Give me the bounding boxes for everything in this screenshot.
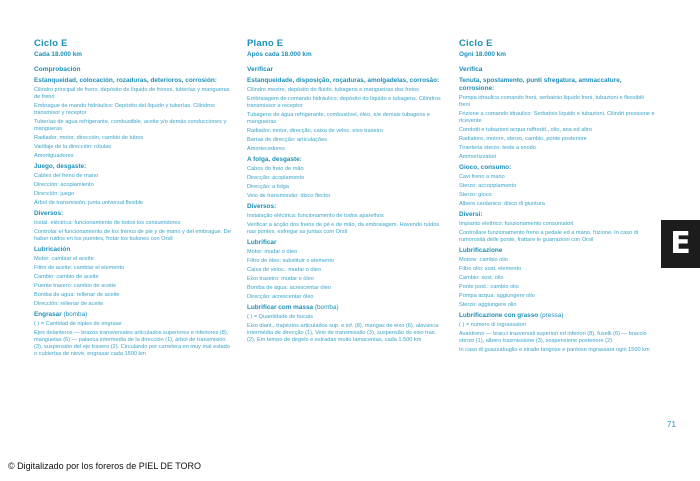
section-item: Varillaje de la dirección: rótulas: [34, 144, 112, 150]
section-item: Controlar el funcionamiento de los frenos de pie y de mano y del embrague. De haber ruidos en los puentes, frotar los bulones con Orsil: [34, 229, 231, 242]
section-title: [247, 77, 445, 85]
section-title-text: Diversos:: [247, 203, 277, 210]
section-item: Ponte post.: cambio olio: [459, 284, 519, 290]
section-item: Veio de transmissão: disco flector: [247, 193, 331, 199]
section-item: Direcção: acrescentar óleo: [247, 294, 314, 300]
section-tab: E: [661, 220, 700, 268]
section-item: Embrague de mando hidráulico: Depósito del líquido y tuberías. Cilindros transmisor y receptor: [34, 103, 215, 116]
section-item: Tubagens de água refrigerante, combustível, óleo, e/e demais tubagens e mangueiras: [247, 112, 430, 125]
section-item: Motor: mudar o óleo: [247, 249, 298, 255]
section-item: Barras de direcção: articulações: [247, 137, 327, 143]
section-item: Eixo traseiro: mudar o óleo: [247, 276, 314, 282]
section-title: [247, 156, 445, 164]
section-item: Dirección: juego: [34, 191, 75, 197]
section-item: Frizione a comando idraulico: Serbatoio liquido e tubazioni. Cilindri pressione e ricevente: [459, 111, 655, 124]
page-number: 71: [667, 420, 676, 429]
section-item: Impianto elettrico: funzionamento consumatori: [459, 221, 574, 227]
column-subtitle: Ogni 18.000 km: [459, 51, 506, 58]
section-item: Tuberías de agua refrigerante, combustible, aceite y/o demás conducciones y mangueras: [34, 119, 227, 132]
section-title: [34, 163, 234, 171]
section: [459, 312, 655, 354]
section-item: Avantreno — bracci trasversali superiori ed inferiori (8), fuselli (6) — braccio sterzo (1), albero trasmissione (3), sospensione posteriore (2): [459, 331, 647, 344]
section-item: ( ) = Cantidad de niples de engrase: [34, 321, 122, 327]
section-item: Caixa de veloc.: mudar o óleo: [247, 267, 322, 273]
section-item: Cambio: cambio de aceite: [34, 274, 99, 280]
section-item: Radiador, motor, dirección, cambio de tubos: [34, 135, 144, 141]
column-intro: Verificar: [247, 66, 274, 73]
section-title-text: Juego, desgaste:: [34, 163, 87, 170]
section: [459, 77, 655, 161]
section: [247, 203, 445, 236]
section: [459, 247, 655, 309]
section: [34, 246, 234, 308]
section: [459, 211, 655, 244]
section-item: Dirección: acoplamiento: [34, 182, 94, 188]
section-item: ( ) = Quantidade de bocais: [247, 314, 314, 320]
section-item: Eixo diant., trapézios articulados sup. e inf. (8), mangas de eixo (6), alavanca intermédia de direcção (1), Veio de transmissão (3), suspensão do eixo tras. (2). Em tempo de degelo e estradas muito lamacentas, cada 1.500 km: [247, 323, 439, 343]
section-item: Direcção: a folga: [247, 184, 289, 190]
section: [34, 210, 234, 243]
section-title-qualifier: (bomba): [314, 304, 339, 311]
section-title-qualifier: (pressa): [539, 312, 564, 319]
section-item: Verificar a acção dos freios de pé e de mão, da embraiagem. Havendo ruídos nas pontes, esfregar as juntas com Orsil: [247, 222, 440, 235]
section-item: Filtro olio: sost. elemento: [459, 266, 522, 272]
section-title: [247, 239, 445, 247]
section-title-text: Lubrificar: [247, 239, 277, 246]
section-item: Radiatore, motore, sterzo, cambio, ponte posteriore: [459, 136, 587, 142]
section-item: Controllare funzionamento freno a pedale ed a mano, frizione. In caso di rumorosità delle ponte, frattare le guarnizioni con Orsil: [459, 230, 639, 243]
section-item: Bomba de água: acrescentar óleo: [247, 285, 331, 291]
column-italian: [459, 38, 655, 357]
column-title: Ciclo E: [34, 38, 68, 49]
section-item: Puente trasero: cambio de aceite: [34, 283, 117, 289]
section-item: Motore: cambio olio: [459, 257, 508, 263]
section-item: Filtro de aceite: cambiar el elemento: [34, 265, 125, 271]
section-item: Bomba de agua: rellenar de aceite: [34, 292, 120, 298]
column-subtitle: Após cada 18.000 km: [247, 51, 312, 58]
section-title: [247, 203, 445, 211]
section-item: Tiranteria sterzo: teste a snodo: [459, 145, 536, 151]
section-item: Cavi freno a mano: [459, 174, 505, 180]
section: [247, 156, 445, 200]
section-title-text: Estanqueidade, disposição, roçaduras, amolgadelas, corrosão:: [247, 77, 440, 84]
section-item: Cilindro mestre, depósito do fluido, tubagens e mangueiras dos freios: [247, 87, 419, 93]
section-title-text: Estanqueidad, colocación, rozaduras, deterioros, corrosión:: [34, 77, 217, 84]
section-title: [34, 210, 234, 218]
section-title: [459, 77, 655, 93]
section-title-text: Diversi:: [459, 211, 483, 218]
section-item: Amortecedores: [247, 146, 285, 152]
section-item: Radiador, motor, direcção, caixa de veloc. eixo traseiro: [247, 128, 383, 134]
column-subtitle: Cada 18.000 km: [34, 51, 82, 58]
section: [34, 163, 234, 207]
section-title-text: Lubricación: [34, 246, 71, 253]
section-item: Direcção: acoplamento: [247, 175, 305, 181]
section-item: Ejes delanteros — brazos transversales articulados superiores e inferiores (8), manguetas (6) — palanca intermedia de la dirección (1), árbol de transmisión (3), suspensión del eje trasero (2). Circulando por carretera en muy mal estado o cubiertas de nieve, engrasar cada 1500 km: [34, 330, 230, 357]
section-item: ( ) = numero di ingrassatori: [459, 322, 526, 328]
section-title-text: Diversos:: [34, 210, 64, 217]
section-title: [34, 77, 234, 85]
section: [247, 77, 445, 153]
section-item: Sterzo: gioco: [459, 192, 492, 198]
section-title: [34, 311, 234, 319]
section-title: [459, 211, 655, 219]
section-item: Instal. eléctrica: funcionamiento de todos los consumidores: [34, 220, 181, 226]
section-item: Dirección: rellenar de aceite: [34, 301, 104, 307]
section-item: Sterzo: accoppiamento: [459, 183, 517, 189]
section-item: Filtro de óleo: substituir o elemento: [247, 258, 335, 264]
section-item: Pompa acqua: aggiungere olio: [459, 293, 535, 299]
section-title: [459, 312, 655, 320]
section-item: Sterzo: aggiungere olio: [459, 302, 517, 308]
section-title: [247, 304, 445, 312]
section-title-text: Lubrificazione: [459, 247, 503, 254]
section-item: Pompa idraulica comando freni, serbatoio liquido freni, tubazioni e flessibili freni: [459, 95, 644, 108]
credit-line: © Digitalizado por los foreros de PIEL DE TORO: [8, 461, 202, 471]
section-item: Árbol de transmisión: junta universal flexible: [34, 200, 144, 206]
section-title-text: A folga, desgaste:: [247, 156, 302, 163]
section-item: Condotti e tubazioni acqua raffredd., olio, aria ed altro: [459, 127, 592, 133]
section-item: Cables del freno de mano: [34, 173, 99, 179]
section: [247, 239, 445, 301]
column-intro: Verifica: [459, 66, 483, 73]
section: [34, 311, 234, 358]
section-item: Albero cardanico: disco di giuntura: [459, 201, 545, 207]
section-item: Instalação eléctrica: funcionamento de todos aparelhos: [247, 213, 384, 219]
section: [34, 77, 234, 160]
section-title-qualifier: (bomba): [63, 311, 88, 318]
section: [247, 304, 445, 344]
section-title-text: Engrasar: [34, 311, 62, 318]
section-title-text: Lubrificar com massa: [247, 304, 314, 311]
section-item: Ammortizzatori: [459, 154, 497, 160]
section-title: [459, 164, 655, 172]
column-portuguese: [247, 38, 445, 347]
section-item: Cambio: sost. olio: [459, 275, 504, 281]
section-title: [34, 246, 234, 254]
column-title: Ciclo E: [459, 38, 493, 49]
column-intro: Comprobación: [34, 66, 81, 73]
section-title: [459, 247, 655, 255]
section: [459, 164, 655, 208]
section-item: Amortiguadores: [34, 153, 74, 159]
column-title: Plano E: [247, 38, 284, 49]
section-item: Motor: cambiar el aceite: [34, 256, 94, 262]
section-item: Cilindro principal de freno, depósito de líquido de frenos, tuberías y mangueras de freno: [34, 87, 230, 100]
section-title-text: Tenuta, spostamento, punti sfregatura, ammaccature, corrosione:: [459, 77, 622, 92]
section-title-text: Gioco, consumo:: [459, 164, 512, 171]
section-item: In caso di guazzabuglio e strade fangose e pantose ingrassare ogni 1500 km: [459, 347, 650, 353]
section-item: Embraiagem de comando hidráulico: depósito do líquido e tubagens. Cilindros transmissor e receptor: [247, 96, 441, 109]
column-spanish: [34, 38, 234, 361]
section-title-text: Lubrificazione con grasso: [459, 312, 539, 319]
section-item: Cabos do freio de mão: [247, 166, 304, 172]
